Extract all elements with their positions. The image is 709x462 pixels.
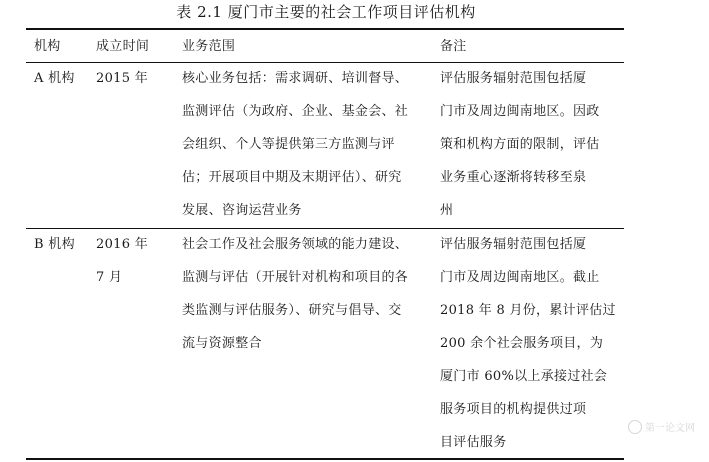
row-a-institution: A 机构	[34, 71, 75, 86]
row-b-note-line: 2018 年 8 月份，累计评估过	[440, 303, 616, 318]
table-caption: 表 2.1 厦门市主要的社会工作项目评估机构	[176, 3, 476, 21]
row-b-scope-line: 监测与评估（开展针对机构和项目的各	[182, 270, 409, 285]
row-a-note-line: 门市及周边闽南地区。因政	[440, 104, 600, 119]
row-a-note	[440, 62, 600, 227]
row-a-note-line: 策和机构方面的限制，评估	[440, 137, 600, 152]
logo-circle-icon	[628, 420, 642, 434]
row-b-scope-line: 类监测与评估服务）、研究与倡导、交	[182, 303, 402, 318]
watermark-text: 第一论文网	[645, 423, 695, 434]
row-a-scope-line: 核心业务包括：需求调研、培训督导、	[182, 71, 409, 86]
header-institution: 机构	[34, 39, 61, 54]
row-a-scope	[182, 62, 408, 227]
row-a-established	[96, 62, 148, 95]
row-a-established-line: 2015 年	[96, 71, 149, 86]
row-b-scope	[182, 228, 408, 360]
row-b-scope-line: 社会工作及社会服务领域的能力建设、	[182, 237, 409, 252]
row-b-note-line: 门市及周边闽南地区。截止	[440, 270, 600, 285]
watermark	[628, 419, 695, 434]
row-a-note-line: 业务重心逐渐将转移至泉	[440, 170, 587, 185]
row-b-note-line: 目评估服务	[440, 435, 507, 450]
row-b-note-line: 厦门市 60%以上承接过社会	[440, 369, 608, 384]
row-b-institution: B 机构	[34, 237, 75, 252]
row-a-note-line: 州	[440, 203, 454, 218]
row-b-note-line: 200 余个社会服务项目，为	[440, 336, 604, 351]
row-b-scope-line: 流与资源整合	[182, 336, 262, 351]
row-b-established	[96, 228, 148, 294]
row-b-established-line: 7 月	[96, 270, 123, 285]
row-b-note-line: 服务项目的机构提供过项	[440, 402, 587, 417]
row-b-note	[440, 228, 616, 459]
row-a-scope-line: 估；开展项目中期及末期评估）、研究	[182, 170, 402, 185]
row-a-scope-line: 会组织、个人等提供第三方监测与评	[182, 137, 395, 152]
row-a-note-line: 评估服务辐射范围包括厦	[440, 71, 587, 86]
row-a-scope-line: 发展、咨询运营业务	[182, 203, 302, 218]
header-established: 成立时间	[96, 39, 150, 54]
row-b-note-line: 评估服务辐射范围包括厦	[440, 237, 587, 252]
row-a-scope-line: 监测评估（为政府、企业、基金会、社	[182, 104, 409, 119]
header-scope: 业务范围	[182, 39, 236, 54]
header-note: 备注	[440, 39, 467, 54]
row-b-established-line: 2016 年	[96, 237, 149, 252]
